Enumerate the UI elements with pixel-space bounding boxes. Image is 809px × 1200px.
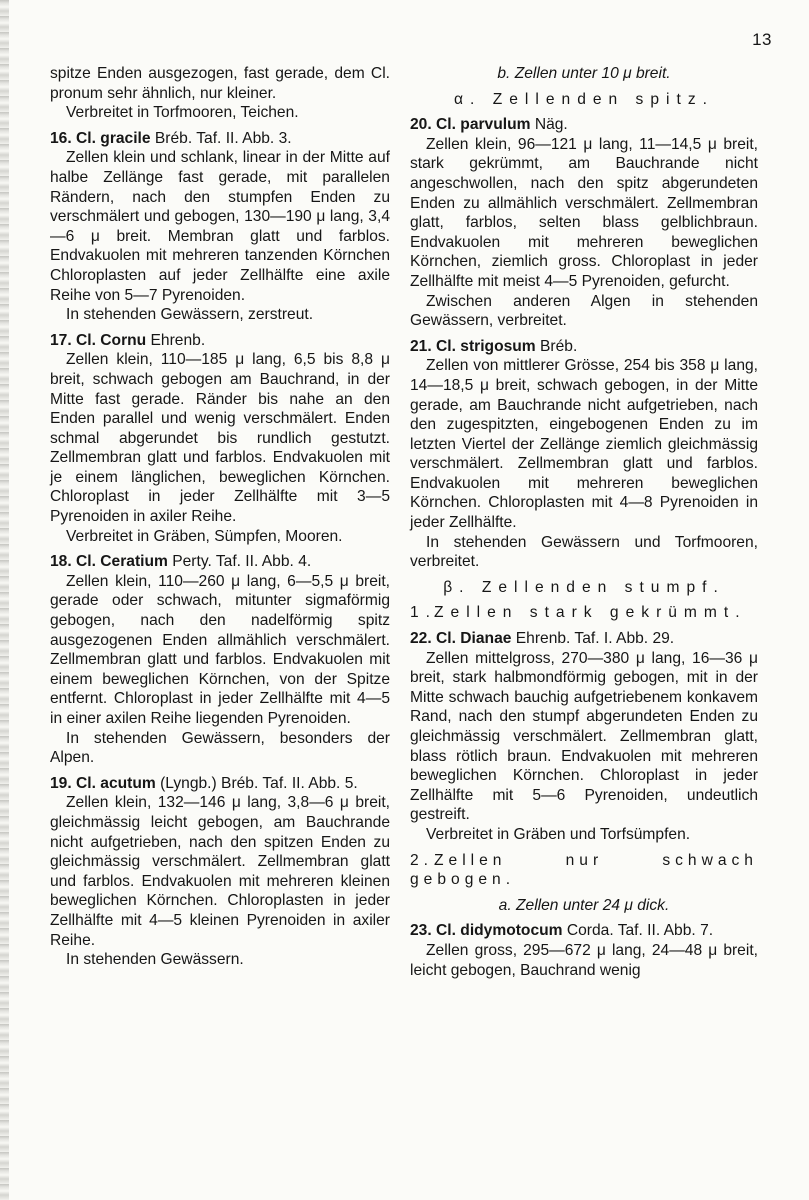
species-description: Zellen gross, 295—672 μ lang, 24—48 μ breit, leicht gebogen, Bauchrand wenig (410, 941, 758, 979)
species-authority: Bréb. (535, 337, 578, 355)
species-name: Cl. didymotocum (436, 922, 563, 940)
species-name: Cl. Cornu (76, 331, 147, 349)
species-authority: Bréb. Taf. II. Abb. 3. (150, 129, 292, 147)
key-text: Zellen stark gekrümmt. (434, 604, 747, 622)
species-authority: (Lyngb.) Bréb. Taf. II. Abb. 5. (155, 774, 358, 792)
distribution-text: Verbreitet in Torfmooren, Teichen. (66, 104, 299, 122)
species-description: Zellen klein und schlank, linear in der Mitte auf halbe Zellänge fast gerade, mit parallelen Rändern, nach den stumpfen Enden zu verschmälert und gebogen, 130—190 μ lang, 3,4—6 μ breit. Membran glatt und farblos. Endvakuolen mit mehreren tanzenden Körnchen Chloroplasten auf jeder Zellhälfte eine axile Reihe von 5—7 Pyrenoiden. (50, 149, 390, 304)
entry-number: 16. (50, 129, 72, 147)
left-column (50, 64, 390, 970)
species-name: Cl. gracile (76, 129, 151, 147)
distribution-text: Verbreitet in Gräben und Torfsümpfen. (426, 825, 691, 843)
entry-number: 17. (50, 331, 72, 349)
species-description: Zellen klein, 110—185 μ lang, 6,5 bis 8,8 μ breit, schwach gebogen am Bauchrand, in der Mitte fast gerade. Ränder bis nahe an den Enden parallel und wenig verschmälert. Enden schmal abgerundet bis rundlich gestutzt. Zellmembran glatt und farblos. Endvakuolen mit je einem länglichen, beweglichen Körnchen. Chloroplast in jeder Zellhälfte mit 3—5 Pyrenoiden in axiler Reihe. (50, 351, 390, 526)
page-edge-shadow (0, 0, 9, 1200)
species-heading-17 (50, 331, 390, 351)
species-name: Cl. parvulum (436, 116, 531, 134)
distribution-text: In stehenden Gewässern, zerstreut. (66, 306, 314, 324)
key-heading-a: a. Zellen unter 24 μ dick. (498, 896, 670, 914)
species-authority: Ehrenb. (146, 331, 206, 349)
species-name: Cl. Dianae (436, 630, 512, 648)
distribution-text: Zwischen anderen Algen in stehenden Gewässern, verbreitet. (410, 292, 758, 330)
distribution-text: In stehenden Gewässern, besonders der Alpen. (50, 729, 390, 767)
entry-number: 23. (410, 922, 432, 940)
distribution-text: In stehenden Gewässern und Torfmooren, verbreitet. (410, 533, 758, 571)
species-description: Zellen klein, 110—260 μ lang, 6—5,5 μ breit, gerade oder schwach, mitunter sigmaförmig gebogen, nach den nadelförmig spitz ausgezogenen Enden allmählich verschmälert. Zellmembran glatt und farblos. Endvakuolen mit einem beweglichen Körnchen, von der Spitze entfernt. Chloroplast in jeder Zellhälfte mit 4—5 in einer axilen Reihe liegenden Pyrenoiden. (50, 572, 390, 727)
entry-number: 18. (50, 553, 72, 571)
species-heading-16 (50, 129, 390, 149)
key-heading-b: b. Zellen unter 10 μ breit. (497, 65, 671, 82)
species-heading-21 (410, 337, 758, 357)
species-authority: Näg. (530, 116, 568, 134)
key-line-1 (410, 603, 758, 623)
key-label: 1. (410, 604, 438, 622)
entry-number: 20. (410, 116, 432, 134)
species-description: Zellen von mittlerer Grösse, 254 bis 358 μ lang, 14—18,5 μ breit, schwach gebogen, in der Mitte gerade, am Bauchrande nicht aufgetrieben, nach den zugespitzten, eingebogenen Enden zu im letzten Viertel der Zellänge ziemlich gleichmässig verschmälert. Zellmembran glatt und farblos. Endvakuolen mit mehreren beweglichen Körnchen. Chloroplasten mit 4—8 Pyrenoiden in jeder Zellhälfte. (410, 357, 758, 532)
species-heading-22 (410, 629, 758, 649)
continued-description: spitze Enden ausgezogen, fast gerade, dem Cl. pronum sehr ähnlich, nur kleiner. (50, 65, 390, 102)
species-description: Zellen klein, 132—146 μ lang, 3,8—6 μ breit, gleichmässig leicht gebogen, am Bauchrande nicht aufgetrieben, nach den spitzen Enden zu gleichmässig verschmälert. Zellmembran glatt und farblos. Endvakuolen mit mehreren kleinen beweglichen Körnchen. Chloroplasten in jeder Zellhälfte mit 4—5 kleinen Pyrenoiden in axiler Reihe. (50, 794, 390, 949)
key-label: 2. (410, 851, 434, 869)
distribution-text: Verbreitet in Gräben, Sümpfen, Mooren. (66, 527, 343, 545)
species-heading-23 (410, 921, 758, 941)
species-description: Zellen mittelgross, 270—380 μ lang, 16—36 μ breit, stark halbmondförmig gebogen, mit in der Mitte schwach bauchig aufgetriebenem konkavem Rand, nach den stumpf abgerundeten Enden zu gleichmässig verschmälert. Zellmembran glatt, blass rötlich braun. Endvakuolen mit mehreren beweglichen Körnchen. Chloroplast in jeder Zellhälfte mit 5—6 Pyrenoiden, undeutlich gestreift. (410, 649, 758, 824)
key-heading-alpha: α. Zellenden spitz. (454, 90, 714, 108)
species-description: Zellen klein, 96—121 μ lang, 11—14,5 μ breit, stark gekrümmt, am Bauchrande nicht angeschwollen, nach den spitz abgerundeten Enden zu allmählich verschmälert. Zellmembran glatt, farblos, selten blass gelblichbraun. Endvakuolen mit mehreren beweglichen Körnchen, ziemlich gross. Chloroplast in jeder Zellhälfte mit meist 4—5 Pyrenoiden, gefurcht. (410, 135, 758, 290)
right-column (410, 64, 758, 980)
species-authority: Ehrenb. Taf. I. Abb. 29. (511, 630, 675, 648)
species-name: Cl. acutum (76, 774, 156, 792)
species-authority: Perty. Taf. II. Abb. 4. (167, 553, 312, 571)
entry-number: 22. (410, 630, 432, 648)
entry-number: 21. (410, 337, 432, 355)
key-text: Zellen nur schwach gebogen. (410, 851, 758, 889)
species-authority: Corda. Taf. II. Abb. 7. (562, 922, 714, 940)
key-line-2 (410, 851, 758, 890)
species-name: Cl. strigosum (436, 337, 536, 355)
key-heading-beta: β. Zellenden stumpf. (443, 578, 725, 596)
distribution-text: In stehenden Gewässern. (66, 951, 244, 969)
page-number: 13 (752, 30, 772, 49)
species-heading-18 (50, 552, 390, 572)
species-name: Cl. Ceratium (76, 553, 168, 571)
entry-number: 19. (50, 774, 72, 792)
species-heading-19 (50, 774, 390, 794)
species-heading-20 (410, 115, 758, 135)
